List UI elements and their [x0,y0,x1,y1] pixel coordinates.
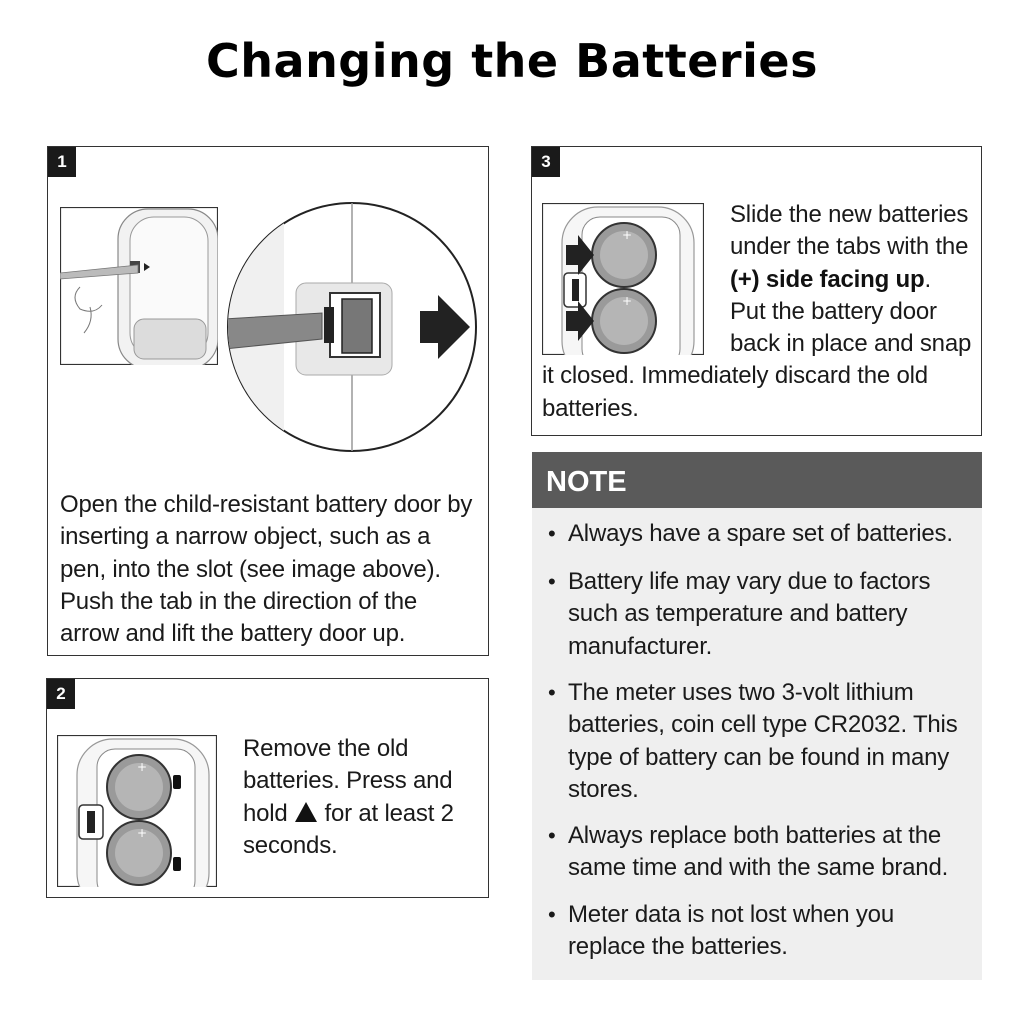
step-3-number: 3 [532,147,560,177]
step-2-text-part-2: for at least 2 seconds. [243,799,454,859]
note-panel [532,452,982,980]
step-1-box [47,146,489,656]
step-3-text [542,199,972,425]
battery-plus-label-4: + [622,294,633,308]
battery-compartment-illustration [57,735,217,887]
step-3-text-part-1: Slide the new batteries under the tabs with the [730,201,969,261]
step-2-box [46,678,489,898]
note-bullet: • Battery life may vary due to factors such as temperature and battery manufacturer. [548,568,931,660]
step-2-text [243,733,483,862]
step-3-text-part-2: . Put the battery door back in place and snap it closed. Immediately discard the old batteries. [542,265,972,422]
step-1-number: 1 [48,147,76,177]
step-2-number: 2 [47,679,75,709]
note-bullet: • Meter data is not lost when you replace the batteries. [548,901,894,961]
note-bullet: • The meter uses two 3-volt lithium batteries, coin cell type CR2032. This type of battery can be found in many stores. [548,679,958,803]
battery-plus-label-2: + [137,826,148,840]
note-heading: NOTE [532,452,982,508]
note-bullet: • Always replace both batteries at the same time and with the same brand. [548,822,949,882]
magnified-tab-illustration [224,199,480,455]
page-title: Changing the Batteries [206,34,818,88]
triangle-up-icon [294,801,318,823]
battery-plus-label-3: + [622,228,633,242]
step-1-text: Open the child-resistant battery door by inserting a narrow object, such as a pen, into the slot (see image above). Push the tab in the direction of the arrow and lift the battery door up. [60,491,473,648]
step-3-box [531,146,982,436]
step-3-text-bold: (+) side facing up [730,265,925,293]
battery-plus-label-1: + [137,760,148,774]
note-bullet: • Always have a spare set of batteries. [548,520,953,547]
step-2-text-part-1: Remove the old batteries. Press and hold [243,735,453,827]
battery-door-illustration [60,207,218,365]
